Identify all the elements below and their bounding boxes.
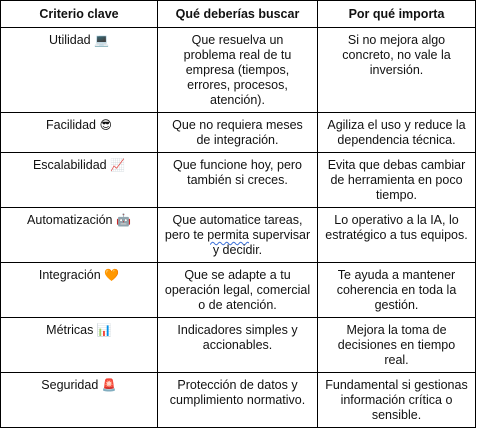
table-row <box>1 113 476 153</box>
chart-increasing-icon: 📈 <box>110 158 126 172</box>
criterio-cell <box>1 373 158 428</box>
buscar-cell: Que se adapte a tu operación legal, comercial o de atención. <box>158 263 318 318</box>
criterio-cell <box>1 28 158 113</box>
criterio-cell <box>1 318 158 373</box>
importa-cell: Fundamental si gestionas información crítica o sensible. <box>318 373 476 428</box>
table-row <box>1 153 476 208</box>
table-row <box>1 373 476 428</box>
importa-cell: Si no mejora algo concreto, no vale la inversión. <box>318 28 476 113</box>
criterio-label: Escalabilidad <box>32 158 107 172</box>
header-importa: Por qué importa <box>318 1 476 28</box>
header-row <box>1 1 476 28</box>
sunglasses-face-icon: 😎 <box>99 118 113 132</box>
importa-cell: Te ayuda a mantener coherencia en toda la gestión. <box>318 263 476 318</box>
header-criterio: Criterio clave <box>1 1 158 28</box>
criterio-cell <box>1 263 158 318</box>
criterio-cell <box>1 208 158 263</box>
table-row <box>1 208 476 263</box>
criterio-label: Seguridad <box>41 378 99 392</box>
buscar-cell: Que resuelva un problema real de tu empresa (tiempos, errores, procesos, atención). <box>158 28 318 113</box>
criterio-label: Automatización <box>27 213 113 227</box>
importa-cell: Lo operativo a la IA, lo estratégico a tus equipos. <box>318 208 476 263</box>
criterio-label: Utilidad <box>48 33 91 47</box>
importa-cell: Agiliza el uso y reduce la dependencia técnica. <box>318 113 476 153</box>
robot-icon: 🤖 <box>116 213 131 227</box>
criterio-label: Facilidad <box>45 118 97 132</box>
criterio-label: Integración <box>38 268 101 282</box>
importa-cell: Evita que debas cambiar de herramienta en poco tiempo. <box>318 153 476 208</box>
criterio-cell <box>1 153 158 208</box>
buscar-cell: Indicadores simples y accionables. <box>158 318 318 373</box>
bar-chart-icon: 📊 <box>96 323 112 337</box>
buscar-cell: Que no requiera meses de integración. <box>158 113 318 153</box>
criterio-cell <box>1 113 158 153</box>
buscar-text-start: Que automatice tareas, pero te <box>164 213 303 242</box>
header-buscar: Qué deberías buscar <box>158 1 318 28</box>
table-row <box>1 28 476 113</box>
buscar-cell: Que funcione hoy, pero también si creces. <box>158 153 318 208</box>
criterio-label: Métricas <box>46 323 94 337</box>
importa-cell: Mejora la toma de decisiones en tiempo real. <box>318 318 476 373</box>
buscar-text-end: supervisar y decidir. <box>212 228 311 257</box>
orange-heart-icon: 🧡 <box>104 268 120 282</box>
buscar-cell: Protección de datos y cumplimiento normativo. <box>158 373 318 428</box>
spellcheck-word[interactable]: permita <box>207 228 249 242</box>
buscar-cell <box>158 208 318 263</box>
laptop-icon: 💻 <box>94 33 110 47</box>
siren-light-icon: 🚨 <box>101 378 117 392</box>
table-row <box>1 263 476 318</box>
table-row <box>1 318 476 373</box>
